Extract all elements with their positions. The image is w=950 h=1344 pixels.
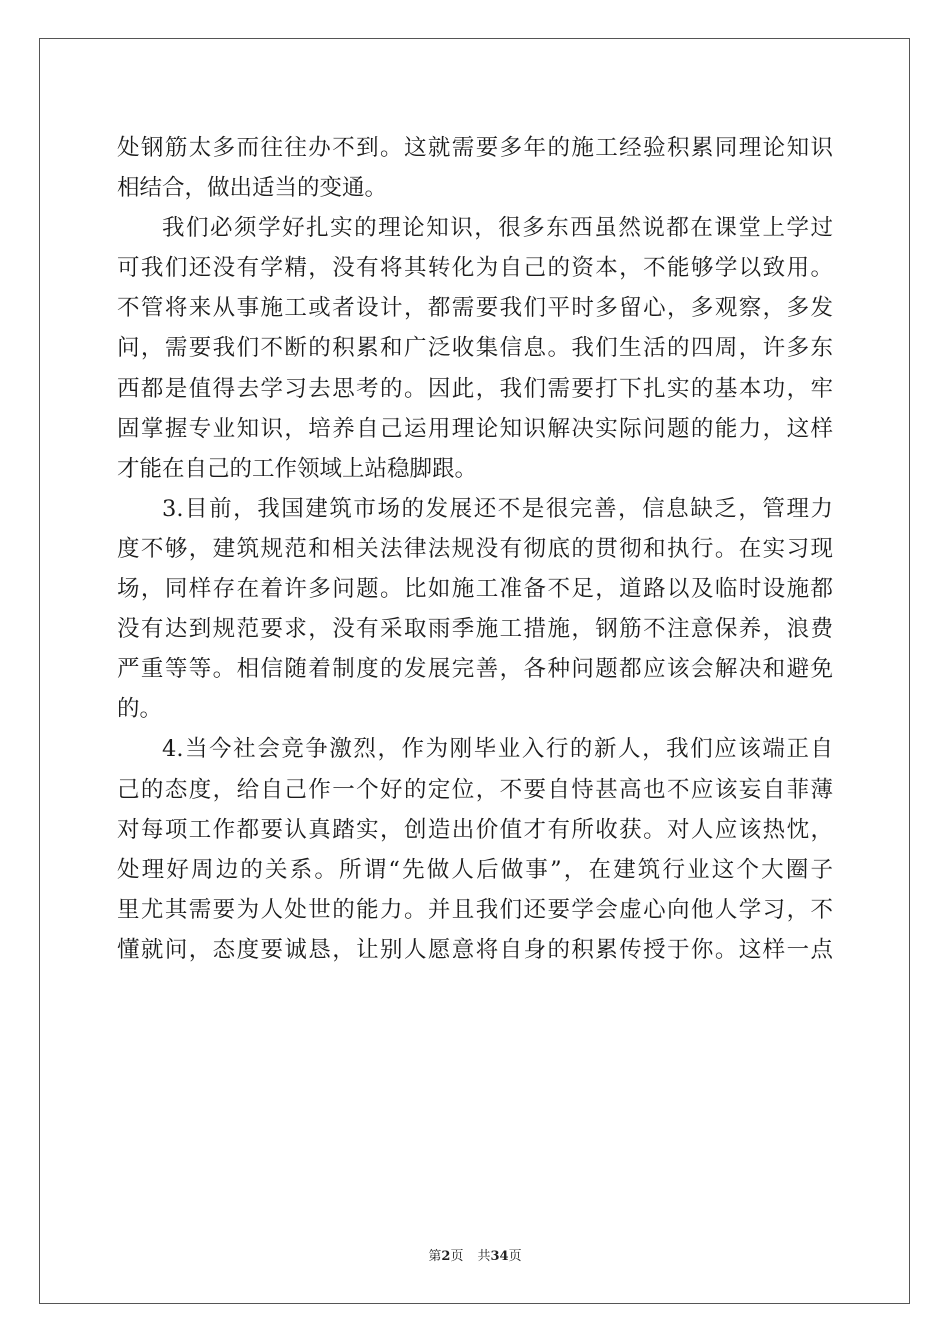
text-line: 我们必须学好扎实的理论知识，很多东西虽然说都在课堂上学过	[162, 215, 833, 242]
text-line: 对每项工作都要认真踏实，创造出价值才有所收获。对人应该热忱，	[117, 816, 833, 843]
text-line: 才能在自己的工作领域上站稳脚跟。	[117, 455, 478, 482]
text-line: 4.当今社会竞争激烈，作为刚毕业入行的新人，我们应该端正自	[162, 736, 833, 763]
footer-total-suffix: 页	[508, 1249, 522, 1264]
text-line: 处钢筋太多而往往办不到。这就需要多年的施工经验积累同理论知识	[117, 135, 833, 161]
text-line: 没有达到规范要求，没有采取雨季施工措施，钢筋不注意保养，浪费	[117, 616, 833, 643]
footer-total-prefix: 共	[477, 1249, 491, 1264]
text-line: 度不够，建筑规范和相关法律法规没有彻底的贯彻和执行。在实习现	[117, 535, 833, 562]
page-footer	[0, 1245, 950, 1264]
text-line: 可我们还没有学精，没有将其转化为自己的资本，不能够学以致用。	[117, 255, 833, 282]
footer-page-prefix: 第	[428, 1249, 442, 1264]
footer-page-suffix: 页	[450, 1249, 464, 1264]
text-line: 问，需要我们不断的积累和广泛收集信息。我们生活的四周，许多东	[117, 335, 833, 362]
text-line: 严重等等。相信随着制度的发展完善，各种问题都应该会解决和避免	[117, 656, 833, 683]
text-line: 3.目前，我国建筑市场的发展还不是很完善，信息缺乏，管理力	[162, 495, 833, 522]
text-line: 不管将来从事施工或者设计，都需要我们平时多留心，多观察，多发	[117, 295, 833, 322]
text-line: 的。	[117, 696, 163, 723]
document-body	[117, 128, 833, 970]
footer-page-total: 34	[490, 1249, 509, 1264]
text-line: 己的态度，给自己作一个好的定位，不要自恃甚高也不应该妄自菲薄	[117, 776, 833, 803]
text-line: 里尤其需要为人处世的能力。并且我们还要学会虚心向他人学习，不	[117, 896, 833, 923]
text-line: 懂就问，态度要诚恳，让别人愿意将自身的积累传授于你。这样一点	[117, 936, 833, 963]
text-line: 场，同样存在着许多问题。比如施工准备不足，道路以及临时设施都	[117, 576, 833, 603]
text-line: 西都是值得去学习去思考的。因此，我们需要打下扎实的基本功，牢	[117, 375, 833, 402]
text-line: 相结合，做出适当的变通。	[117, 175, 388, 202]
text-line: 固掌握专业知识，培养自己运用理论知识解决实际问题的能力，这样	[117, 415, 833, 442]
text-line: 处理好周边的关系。所谓“先做人后做事”，在建筑行业这个大圈子	[117, 856, 833, 883]
footer-page-current: 2	[441, 1249, 451, 1264]
